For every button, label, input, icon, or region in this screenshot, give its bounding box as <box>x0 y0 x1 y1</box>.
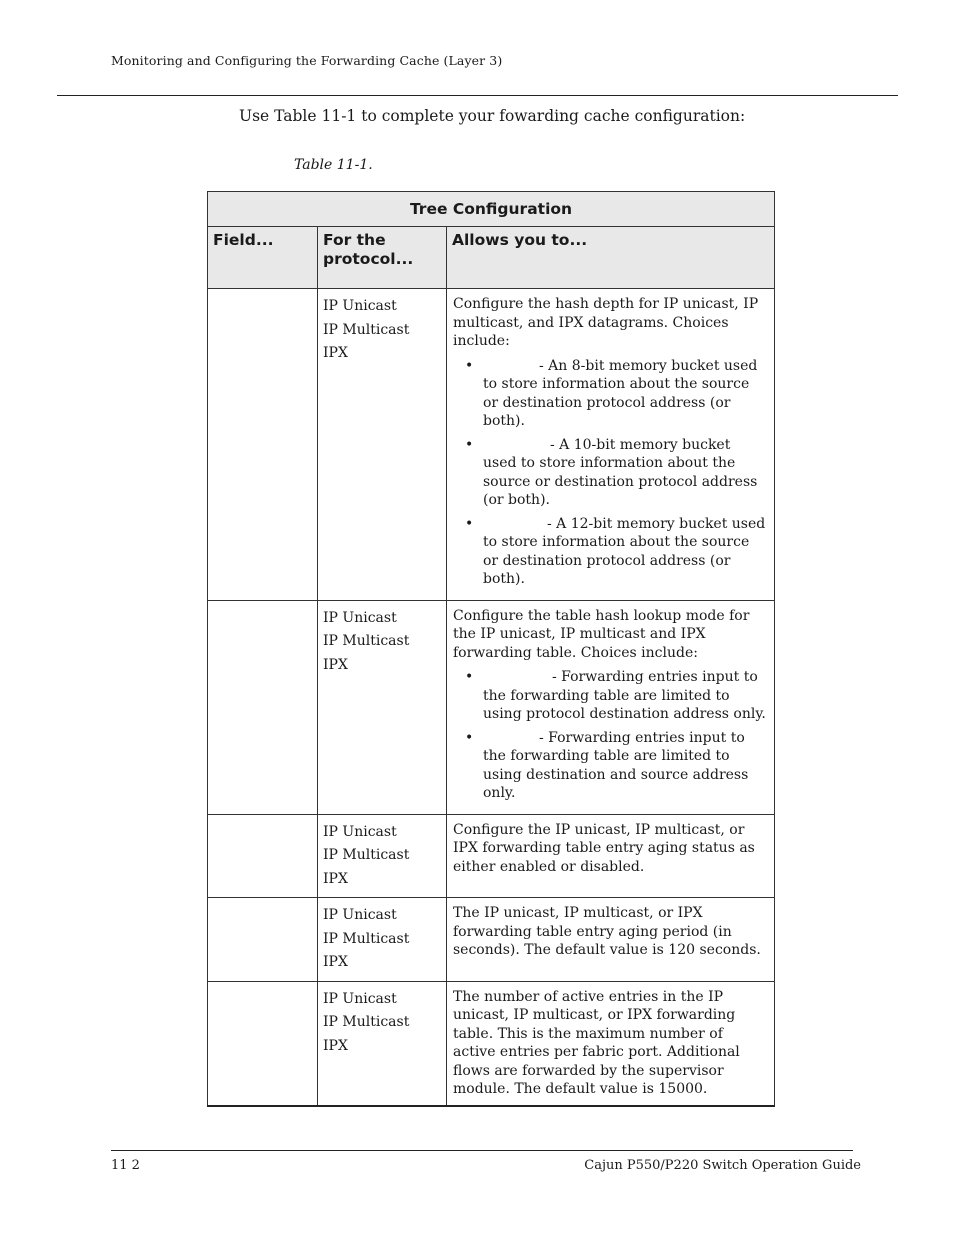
protocol-item: IPX <box>323 345 348 361</box>
table-row <box>208 898 775 982</box>
running-header: Monitoring and Configuring the Forwarding Cache (Layer 3) <box>111 53 503 68</box>
choice-text: - A 10-bit memory bucket used to store information about the source or destination protocol address (or both). <box>483 436 758 508</box>
protocol-cell <box>318 289 447 601</box>
table-row <box>208 289 775 601</box>
table-row <box>208 981 775 1106</box>
protocol-item: IP Multicast <box>323 930 410 947</box>
choice-text: - Forwarding entries input to the forwarding table are limited to using destination and source address only. <box>483 729 749 801</box>
column-header-protocol: For the protocol... <box>318 227 447 289</box>
column-header-field: Field... <box>208 227 318 289</box>
footer-rule <box>111 1150 853 1151</box>
header-rule <box>57 95 898 96</box>
choice-text: - Forwarding entries input to the forwarding table are limited to using protocol destination address only. <box>483 669 766 722</box>
protocol-cell <box>318 898 447 982</box>
protocol-item: IP Multicast <box>323 847 410 863</box>
table-row <box>208 600 775 814</box>
tree-configuration-table <box>207 191 775 1107</box>
description-text: The IP unicast, IP multicast, or IPX forwarding table entry aging period (in seconds). The default value is 120 seconds. <box>453 905 761 958</box>
protocol-item: IP Multicast <box>323 321 410 338</box>
protocol-cell <box>318 814 447 898</box>
protocol-item: IP Unicast <box>323 609 397 626</box>
choice-text: - A 12-bit memory bucket used to store information about the source or destination protocol address (or both). <box>483 515 766 587</box>
choice-item <box>483 436 768 510</box>
intro-paragraph: Use Table 11-1 to complete your fowarding cache configuration: <box>239 107 746 125</box>
table-caption: Table 11-1. <box>294 157 373 173</box>
description-cell <box>447 600 775 814</box>
column-header-allows: Allows you to... <box>447 227 775 289</box>
field-cell <box>208 814 318 898</box>
page-number: 11 2 <box>111 1158 140 1173</box>
choice-list <box>453 668 768 803</box>
description-cell <box>447 814 775 898</box>
protocol-item: IP Unicast <box>323 298 397 314</box>
choice-item <box>483 515 768 589</box>
guide-title: Cajun P550/P220 Switch Operation Guide <box>584 1158 861 1173</box>
choice-item <box>483 668 768 724</box>
field-cell <box>208 898 318 982</box>
choice-item <box>483 729 768 803</box>
description-text: Configure the table hash lookup mode for the IP unicast, IP multicast and IPX forwarding table. Choices include: <box>453 607 750 661</box>
choice-list <box>453 357 768 589</box>
protocol-item: IP Unicast <box>323 823 397 840</box>
description-cell <box>447 289 775 601</box>
protocol-item: IPX <box>323 954 348 970</box>
protocol-cell <box>318 600 447 814</box>
description-text: Configure the IP unicast, IP multicast, or IPX forwarding table entry aging status as either enabled or disabled. <box>453 821 755 875</box>
description-cell <box>447 981 775 1106</box>
protocol-item: IP Multicast <box>323 1014 410 1030</box>
field-cell <box>208 289 318 601</box>
choice-text: - An 8-bit memory bucket used to store information about the source or destination protocol address (or both). <box>483 357 758 429</box>
description-cell <box>447 898 775 982</box>
table-title: Tree Configuration <box>208 192 775 227</box>
choice-item <box>483 357 768 431</box>
protocol-item: IPX <box>323 870 348 887</box>
protocol-item: IP Multicast <box>323 633 410 649</box>
protocol-item: IPX <box>323 1037 348 1054</box>
description-text: Configure the hash depth for IP unicast, IP multicast, and IPX datagrams. Choices include: <box>453 296 759 349</box>
table-row <box>208 814 775 898</box>
protocol-item: IP Unicast <box>323 990 397 1007</box>
protocol-cell <box>318 981 447 1106</box>
protocol-item: IP Unicast <box>323 907 397 923</box>
field-cell <box>208 981 318 1106</box>
field-cell <box>208 600 318 814</box>
description-text: The number of active entries in the IP unicast, IP multicast, or IPX forwarding table. This is the maximum number of active entries per fabric port. Additional flows are forwarded by the supervisor module. The default value is 15000. <box>453 988 740 1097</box>
protocol-item: IPX <box>323 656 348 673</box>
